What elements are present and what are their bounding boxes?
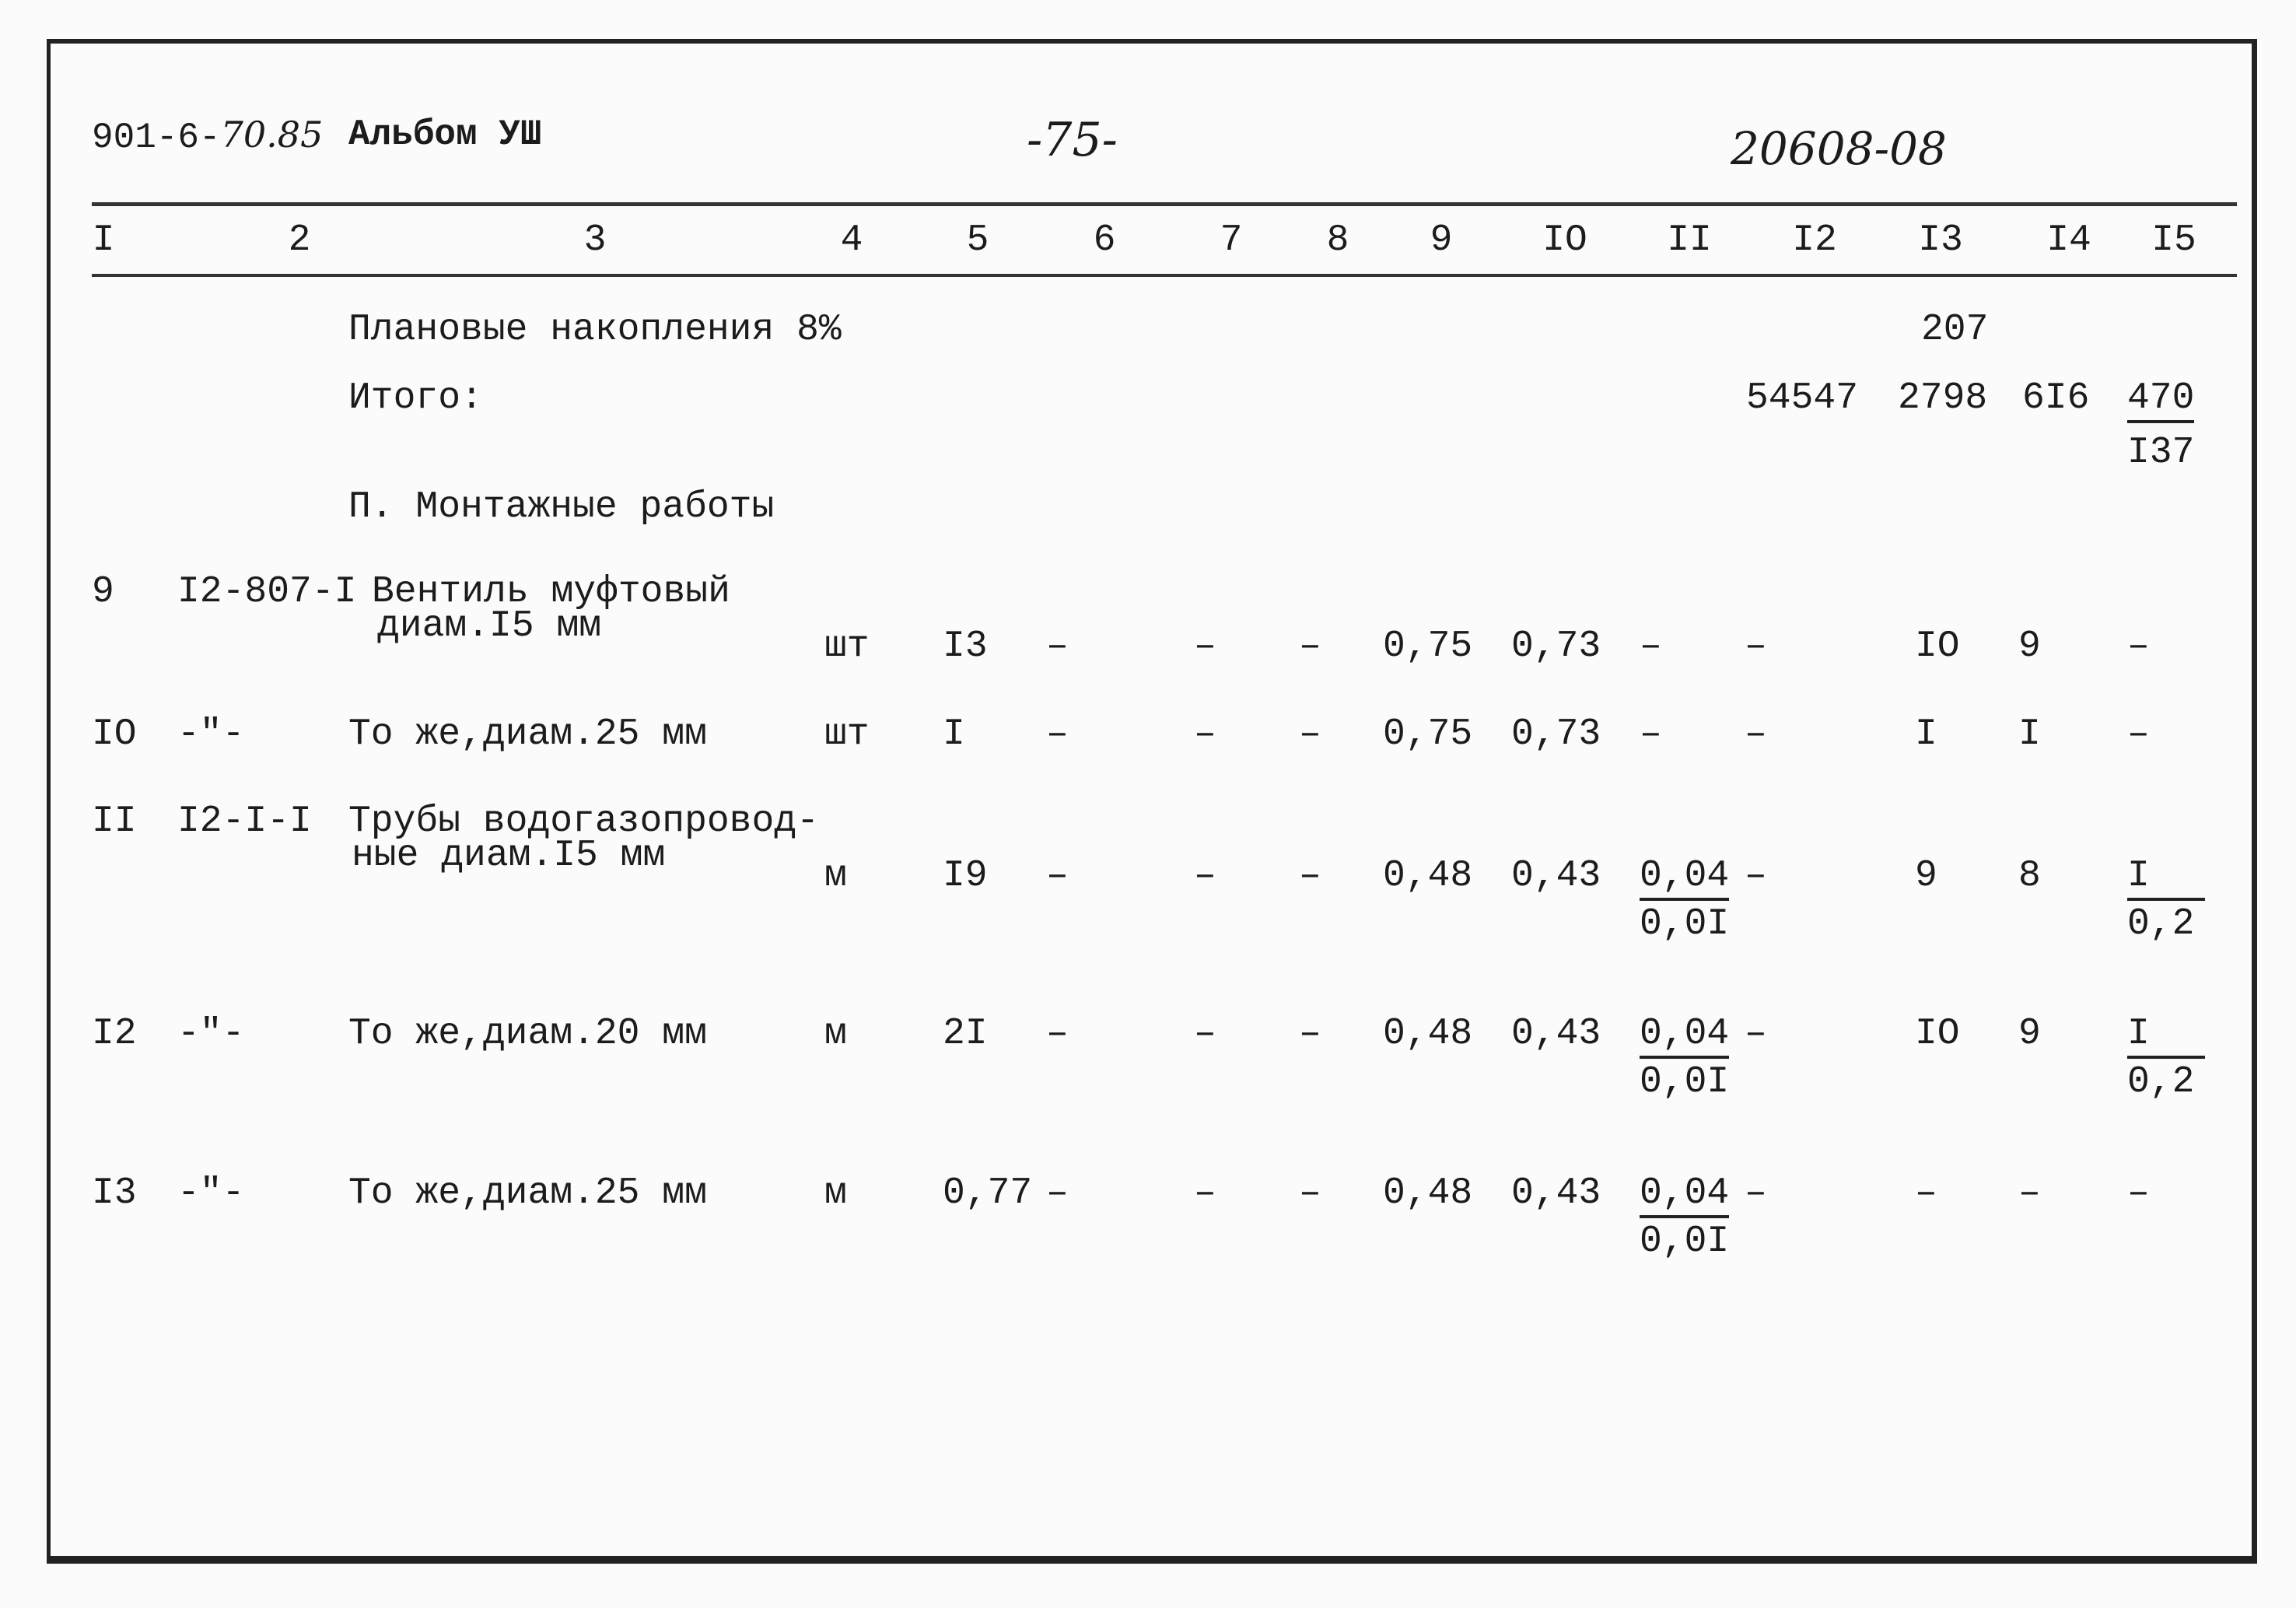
row-col9: 0,48	[1383, 1172, 1473, 1214]
album-title: Альбом УШ	[348, 114, 542, 155]
row-col8: –	[1299, 1013, 1321, 1055]
row-code: -"-	[177, 1172, 245, 1214]
row-name: То же,диам.25 мм	[348, 713, 707, 755]
column-number-15: I5	[2151, 219, 2196, 261]
row-col6: –	[1046, 855, 1069, 897]
total-col15-top: 470	[2127, 380, 2194, 423]
total-col12: 54547	[1746, 377, 1859, 419]
row-col15: –	[2127, 713, 2150, 755]
row-col15: I	[2127, 857, 2205, 901]
row-number: IO	[92, 713, 137, 755]
row-col7: –	[1194, 1013, 1216, 1055]
row-col15: –	[2127, 625, 2150, 667]
header-top-rule	[92, 202, 2237, 206]
row-col8: –	[1299, 625, 1321, 667]
section-title: П. Монтажные работы	[348, 486, 775, 528]
row-col12: –	[1745, 1172, 1767, 1214]
row-col15: I	[2127, 1015, 2205, 1059]
row-col6: –	[1046, 713, 1069, 755]
row-col13: IO	[1915, 1013, 1960, 1055]
row-col15: –	[2127, 1172, 2150, 1214]
column-number-9: 9	[1430, 219, 1453, 261]
row-qty: I9	[943, 855, 988, 897]
row-col8: –	[1299, 1172, 1321, 1214]
row-col10: 0,43	[1511, 1013, 1601, 1055]
column-number-14: I4	[2046, 219, 2091, 261]
row-col14: 8	[2018, 855, 2041, 897]
column-number-12: I2	[1792, 219, 1837, 261]
total-label: Итого:	[348, 377, 483, 419]
row-col10: 0,73	[1511, 625, 1601, 667]
row-code: -"-	[177, 1013, 245, 1055]
document-code-suffix: 70.85	[220, 114, 324, 156]
total-col14: 6I6	[2022, 377, 2090, 419]
row-col10: 0,43	[1511, 1172, 1601, 1214]
row-col15-denominator: 0,2	[2127, 1061, 2195, 1103]
column-number-2: 2	[288, 219, 311, 261]
column-number-8: 8	[1326, 219, 1349, 261]
planned-savings-label: Плановые накопления 8%	[348, 309, 842, 351]
document-number: 20608-08	[1731, 122, 1947, 175]
row-col11: 0,04	[1640, 857, 1729, 901]
row-name-line2: диам.I5 мм	[377, 605, 602, 647]
row-col8: –	[1299, 855, 1321, 897]
row-col9: 0,48	[1383, 1013, 1473, 1055]
row-unit: м	[824, 1172, 847, 1214]
row-col11-denominator: 0,0I	[1640, 1061, 1730, 1103]
column-number-11: II	[1667, 219, 1712, 261]
row-col12: –	[1745, 625, 1767, 667]
row-col9: 0,48	[1383, 855, 1473, 897]
row-name-line2: ные диам.I5 мм	[352, 835, 666, 877]
row-qty: 0,77	[943, 1172, 1033, 1214]
page-number: -75-	[1027, 113, 1118, 167]
column-number-6: 6	[1093, 219, 1116, 261]
row-col7: –	[1194, 1172, 1216, 1214]
row-unit: м	[824, 855, 847, 897]
row-name: То же,диам.25 мм	[348, 1172, 707, 1214]
document-code	[92, 114, 324, 158]
row-col6: –	[1046, 625, 1069, 667]
column-number-3: 3	[583, 219, 607, 261]
row-name: Вентиль муфтовый	[372, 571, 730, 613]
row-qty: I	[943, 713, 965, 755]
row-col11: 0,04	[1640, 1015, 1729, 1059]
row-col11: –	[1640, 713, 1662, 755]
row-code: I2-807-I	[177, 571, 357, 613]
row-col10: 0,43	[1511, 855, 1601, 897]
row-code: -"-	[177, 713, 245, 755]
row-col12: –	[1745, 855, 1767, 897]
header-bottom-rule	[92, 274, 2237, 277]
row-col6: –	[1046, 1013, 1069, 1055]
row-col7: –	[1194, 713, 1216, 755]
row-name: То же,диам.20 мм	[348, 1013, 707, 1055]
row-col12: –	[1745, 1013, 1767, 1055]
row-number: I2	[92, 1013, 137, 1055]
row-col13: –	[1915, 1172, 1937, 1214]
row-col8: –	[1299, 713, 1321, 755]
row-unit: шт	[824, 625, 870, 667]
row-col11: 0,04	[1640, 1175, 1729, 1218]
row-number: I3	[92, 1172, 137, 1214]
column-number-10: IO	[1542, 219, 1587, 261]
row-col7: –	[1194, 855, 1216, 897]
row-col7: –	[1194, 625, 1216, 667]
column-number-4: 4	[840, 219, 863, 261]
row-col11-denominator: 0,0I	[1640, 1221, 1730, 1263]
column-number-13: I3	[1918, 219, 1963, 261]
row-number: II	[92, 800, 137, 843]
row-col13: I	[1915, 713, 1937, 755]
planned-savings-col13: 207	[1921, 309, 1989, 351]
row-qty: I3	[943, 625, 988, 667]
column-number-1: I	[92, 219, 115, 261]
total-col13: 2798	[1898, 377, 1988, 419]
row-col13: 9	[1915, 855, 1937, 897]
row-code: I2-I-I	[177, 800, 312, 843]
row-col14: –	[2018, 1172, 2041, 1214]
row-col11-denominator: 0,0I	[1640, 903, 1730, 945]
document-code-prefix: 901-6-	[92, 117, 221, 158]
column-number-5: 5	[966, 219, 989, 261]
row-col14: I	[2018, 713, 2041, 755]
row-col13: IO	[1915, 625, 1960, 667]
row-col11: –	[1640, 625, 1662, 667]
row-col9: 0,75	[1383, 625, 1473, 667]
total-col15-bottom: I37	[2127, 432, 2195, 474]
row-col14: 9	[2018, 625, 2041, 667]
row-unit: м	[824, 1013, 847, 1055]
row-qty: 2I	[943, 1013, 988, 1055]
row-col14: 9	[2018, 1013, 2041, 1055]
row-number: 9	[92, 571, 114, 613]
row-col15-denominator: 0,2	[2127, 903, 2195, 945]
row-col6: –	[1046, 1172, 1069, 1214]
row-col9: 0,75	[1383, 713, 1473, 755]
row-col10: 0,73	[1511, 713, 1601, 755]
row-unit: шт	[824, 713, 870, 755]
row-col12: –	[1745, 713, 1767, 755]
row-name: Трубы водогазопровод-	[348, 800, 819, 843]
column-number-7: 7	[1220, 219, 1243, 261]
